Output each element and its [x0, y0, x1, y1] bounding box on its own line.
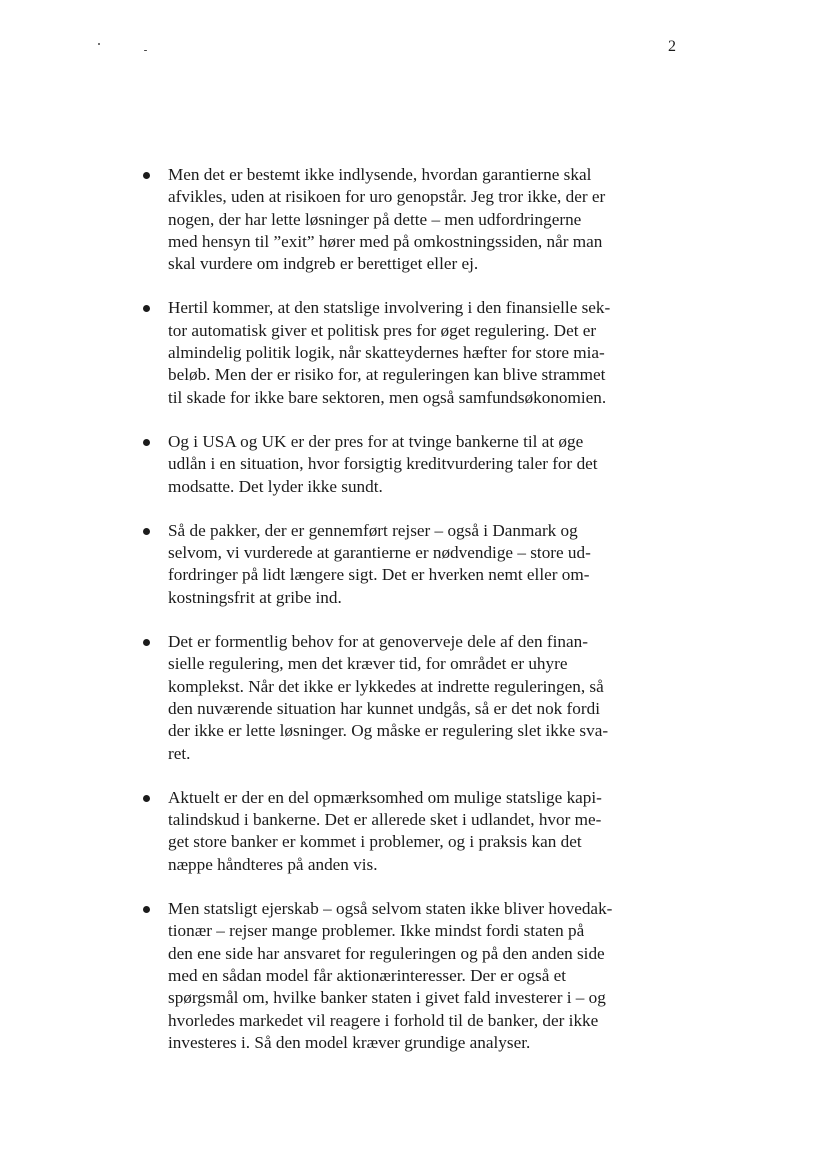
- bullet-text-line: Det er formentlig behov for at genoverveje dele af den finan-: [168, 632, 588, 652]
- bullet-item: [140, 431, 660, 498]
- bullet-text-line: der ikke er lette løsninger. Og måske er regulering slet ikke sva-: [168, 721, 609, 741]
- bullet-point-icon: [143, 528, 150, 535]
- bullet-text-line: Aktuelt er der en del opmærksomhed om mulige statslige kapi-: [168, 787, 602, 807]
- scan-speck: [98, 43, 100, 45]
- bullet-text-line: tor automatisk giver et politisk pres for øget regulering. Det er: [168, 320, 597, 340]
- bullet-text-line: sielle regulering, men det kræver tid, for området er uhyre: [168, 654, 568, 674]
- bullet-text-line: skal vurdere om indgreb er berettiget eller ej.: [168, 254, 479, 274]
- scan-speck: [144, 50, 147, 51]
- bullet-text-line: afvikles, uden at risikoen for uro genopstår. Jeg tror ikke, der er: [168, 187, 606, 207]
- bullet-text-line: hvorledes markedet vil reagere i forhold til de banker, der ikke: [168, 1010, 599, 1030]
- bullet-text-line: Men det er bestemt ikke indlysende, hvordan garantierne skal: [168, 165, 592, 184]
- bullet-point-icon: [143, 305, 150, 312]
- bullet-item: [140, 164, 660, 275]
- bullet-list: [140, 164, 660, 1076]
- bullet-text-line: til skade for ikke bare sektoren, men også samfundsøkonomien.: [168, 387, 607, 407]
- bullet-text-line: selvom, vi vurderede at garantierne er nødvendige – store ud-: [168, 543, 591, 563]
- bullet-text-line: tionær – rejser mange problemer. Ikke mindst fordi staten på: [168, 921, 585, 941]
- bullet-item: [140, 631, 660, 765]
- bullet-text-line: almindelig politik logik, når skatteydernes hæfter for store mia-: [168, 343, 605, 363]
- bullet-text-line: get store banker er kommet i problemer, og i praksis kan det: [168, 832, 582, 852]
- bullet-text-line: ret.: [168, 743, 191, 763]
- bullet-text-line: den ene side har ansvaret for reguleringen og på den anden side: [168, 943, 605, 963]
- bullet-text-line: næppe håndteres på anden vis.: [168, 854, 378, 874]
- bullet-text-line: nogen, der har lette løsninger på dette – men udfordringerne: [168, 209, 582, 229]
- bullet-point-icon: [143, 439, 150, 446]
- bullet-text-line: talindskud i bankerne. Det er allerede sket i udlandet, hvor me-: [168, 810, 602, 830]
- bullet-item: [140, 787, 660, 876]
- bullet-text-line: Og i USA og UK er der pres for at tvinge bankerne til at øge: [168, 431, 584, 451]
- bullet-point-icon: [143, 906, 150, 913]
- bullet-text-line: investeres i. Så den model kræver grundige analyser.: [168, 1032, 531, 1052]
- bullet-text-line: den nuværende situation har kunnet undgås, så er det nok fordi: [168, 698, 600, 718]
- bullet-text-line: Men statsligt ejerskab – også selvom staten ikke bliver hovedak-: [168, 899, 613, 919]
- bullet-text-line: med en sådan model får aktionærinteresser. Der er også et: [168, 965, 567, 985]
- bullet-text-line: beløb. Men der er risiko for, at reguleringen kan blive strammet: [168, 365, 606, 385]
- bullet-item: [140, 520, 660, 609]
- bullet-text-line: kostningsfrit at gribe ind.: [168, 587, 342, 607]
- bullet-text-line: med hensyn til ”exit” hører med på omkostningssiden, når man: [168, 231, 603, 251]
- bullet-item: [140, 898, 660, 1054]
- bullet-item: [140, 297, 660, 408]
- bullet-text-line: spørgsmål om, hvilke banker staten i givet fald investerer i – og: [168, 988, 606, 1008]
- bullet-point-icon: [143, 172, 150, 179]
- bullet-point-icon: [143, 795, 150, 802]
- bullet-text-line: komplekst. Når det ikke er lykkedes at indrette reguleringen, så: [168, 676, 604, 696]
- page-number: 2: [668, 38, 676, 55]
- bullet-text-line: modsatte. Det lyder ikke sundt.: [168, 476, 383, 496]
- bullet-text-line: Hertil kommer, at den statslige involvering i den finansielle sek-: [168, 298, 611, 318]
- bullet-text-line: udlån i en situation, hvor forsigtig kreditvurdering taler for det: [168, 454, 598, 474]
- bullet-point-icon: [143, 639, 150, 646]
- bullet-text-line: Så de pakker, der er gennemført rejser – også i Danmark og: [168, 520, 578, 540]
- bullet-text-line: fordringer på lidt længere sigt. Det er hverken nemt eller om-: [168, 565, 590, 585]
